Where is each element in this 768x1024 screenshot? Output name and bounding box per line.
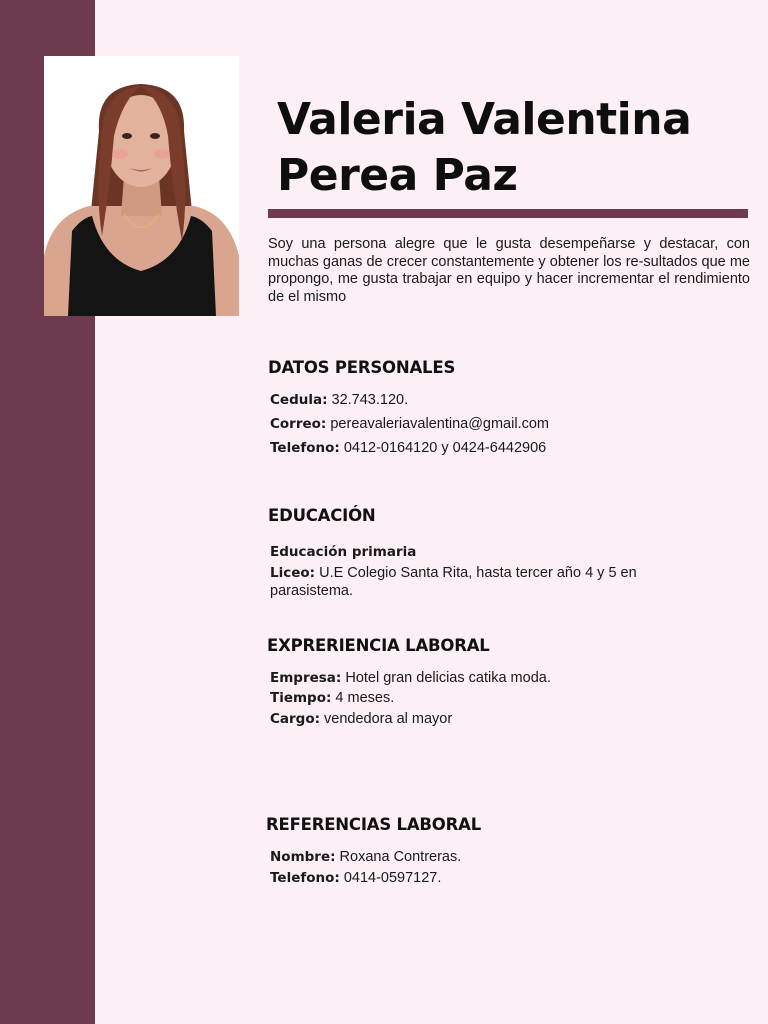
tiempo-row [270,689,394,707]
profile-photo-illustration [44,56,239,316]
profile-summary: Soy una persona alegre que le gusta desempeñarse y destacar, con muchas ganas de crecer constantemente y obtener los re-sultados que me propongo, me gusta trabajar en equipo y hacer incrementar el rendimiento de el mismo [268,236,750,305]
tiempo-label: Tiempo: [270,690,332,706]
section-title-datos-personales: DATOS PERSONALES [268,358,456,377]
educacion-primaria-label: Educación primaria [270,544,417,560]
correo-value: pereavaleriavalentina@gmail.com [326,416,549,432]
tiempo-value: 4 meses. [331,690,395,706]
empresa-value: Hotel gran delicias catika moda. [341,670,551,686]
empresa-label: Empresa: [270,670,342,686]
referencia-telefono-value: 0414-0597127. [339,870,442,886]
cargo-value: vendedora al mayor [320,711,453,727]
cedula-row [270,391,408,409]
liceo-value: U.E Colegio Santa Rita, hasta tercer año 4 y 5 en parasistema. [270,565,637,599]
section-title-educacion: EDUCACIÓN [268,506,376,525]
referencia-telefono-label: Telefono: [270,870,340,886]
liceo-label: Liceo: [270,565,316,581]
telefono-value: 0412-0164120 y 0424-6442906 [339,440,547,456]
correo-row [270,415,549,433]
referencia-telefono-row [270,869,441,887]
referencia-nombre-value: Roxana Contreras. [335,849,462,865]
title-divider [268,209,748,218]
cargo-label: Cargo: [270,711,321,727]
candidate-name-line1: Valeria Valentina [277,94,692,145]
cedula-label: Cedula: [270,392,328,408]
referencia-nombre-row [270,848,461,866]
profile-photo [44,56,239,316]
empresa-row [270,669,551,687]
cedula-value: 32.743.120. [327,392,409,408]
telefono-row [270,439,546,457]
cargo-row [270,710,452,728]
correo-label: Correo: [270,416,327,432]
candidate-name-line2: Perea Paz [277,150,518,201]
liceo-row [270,564,670,600]
section-title-experiencia-laboral: EXPRERIENCIA LABORAL [267,636,490,655]
candidate-name [277,92,747,204]
referencia-nombre-label: Nombre: [270,849,336,865]
telefono-label: Telefono: [270,440,340,456]
section-title-referencias-laboral: REFERENCIAS LABORAL [266,815,482,834]
educacion-primaria-row [270,543,416,561]
